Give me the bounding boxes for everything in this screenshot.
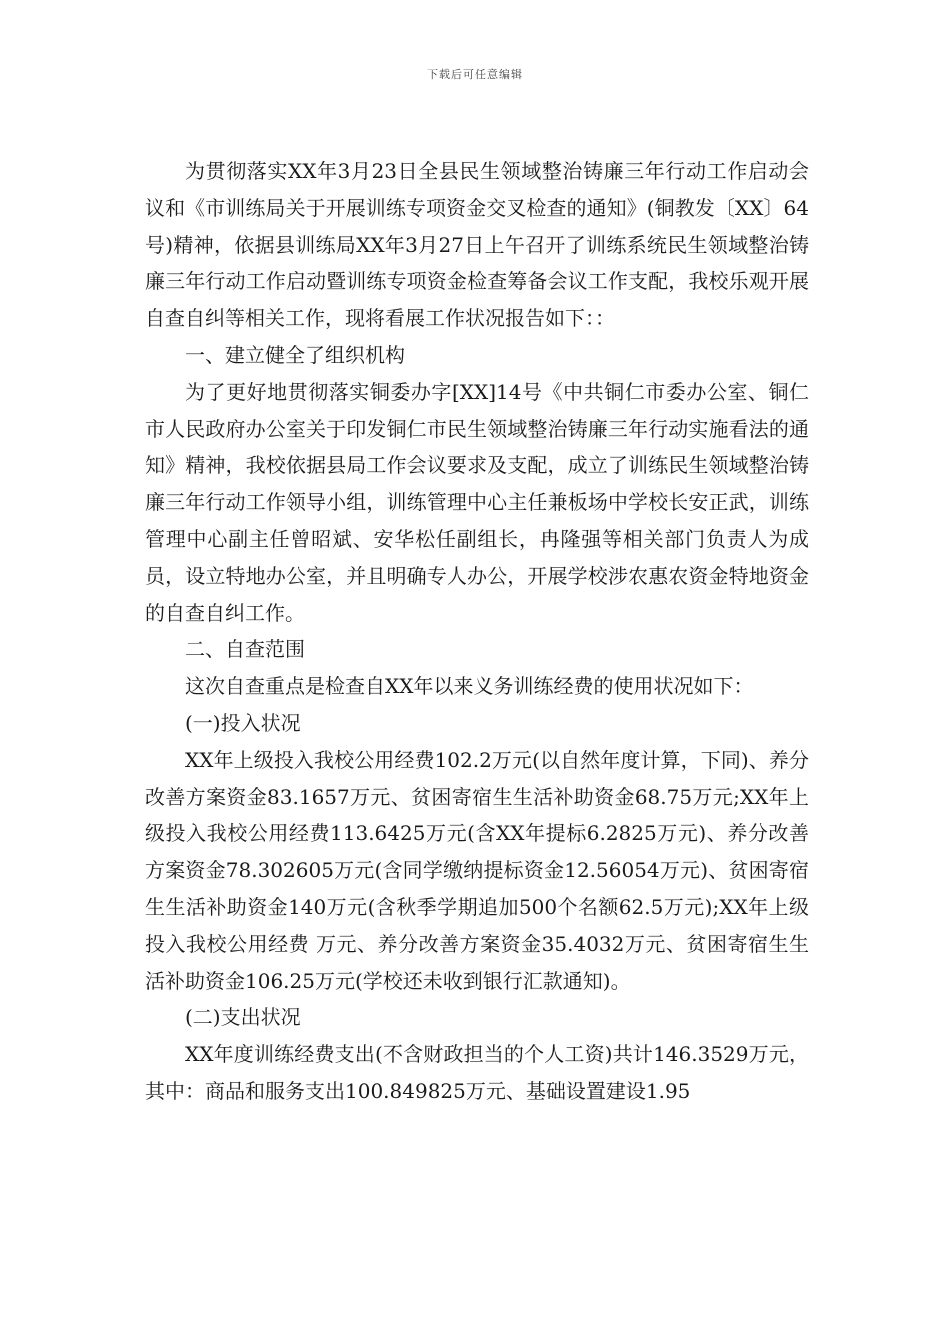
paragraph-intro: 为贯彻落实XX年3月23日全县民生领域整治铸廉三年行动工作启动会议和《市训练局关于开展训练专项资金交叉检查的通知》(铜教发〔XX〕64号)精神，依据县训练局XX年3月27日上午召开了训练系统民生领域整治铸廉三年行动工作启动暨训练专项资金检查筹备会议工作支配，我校乐观开展自查自纠等相关工作，现将看展工作状况报告如下：：	[145, 159, 809, 331]
document-body	[145, 153, 809, 1110]
section-heading-2: 二、自查范围	[185, 637, 305, 662]
subsection-heading-1: (一)投入状况	[185, 710, 301, 735]
paragraph-investment: XX年上级投入我校公用经费102.2万元(以自然年度计算，下同)、养分改善方案资金83.1657万元、贫困寄宿生生活补助资金68.75万元;XX年上级投入我校公用经费113.6425万元(含XX年提标6.2825万元)、养分改善方案资金78.302605万元(含同学缴纳提标资金12.56054万元)、贫困寄宿生生活补助资金140万元(含秋季学期追加500个名额62.5万元);XX年上级投入我校公用经费 万元、养分改善方案资金35.4032万元、贫困寄宿生生活补助资金106.25万元(学校还未收到银行汇款通知)。	[145, 747, 809, 993]
header-note: 下载后可任意编辑	[427, 68, 523, 81]
paragraph-scope: 这次自查重点是检查自XX年以来义务训练经费的使用状况如下：	[185, 674, 754, 699]
section-heading-1: 一、建立健全了组织机构	[185, 342, 405, 367]
paragraph-expenditure: XX年度训练经费支出(不含财政担当的个人工资)共计146.3529万元，其中：商品和服务支出100.849825万元、基础设置建设1.95	[145, 1042, 809, 1103]
paragraph-organization: 为了更好地贯彻落实铜委办字[XX]14号《中共铜仁市委办公室、铜仁市人民政府办公室关于印发铜仁市民生领域整治铸廉三年行动实施看法的通知》精神，我校依据县局工作会议要求及支配，成立了训练民生领域整治铸廉三年行动工作领导小组，训练管理中心主任兼板场中学校长安正武，训练管理中心副主任曾昭斌、安华松任副组长，冉隆强等相关部门负责人为成员，设立特地办公室，并且明确专人办公，开展学校涉农惠农资金特地资金的自查自纠工作。	[145, 379, 809, 625]
subsection-heading-2: (二)支出状况	[185, 1005, 301, 1030]
